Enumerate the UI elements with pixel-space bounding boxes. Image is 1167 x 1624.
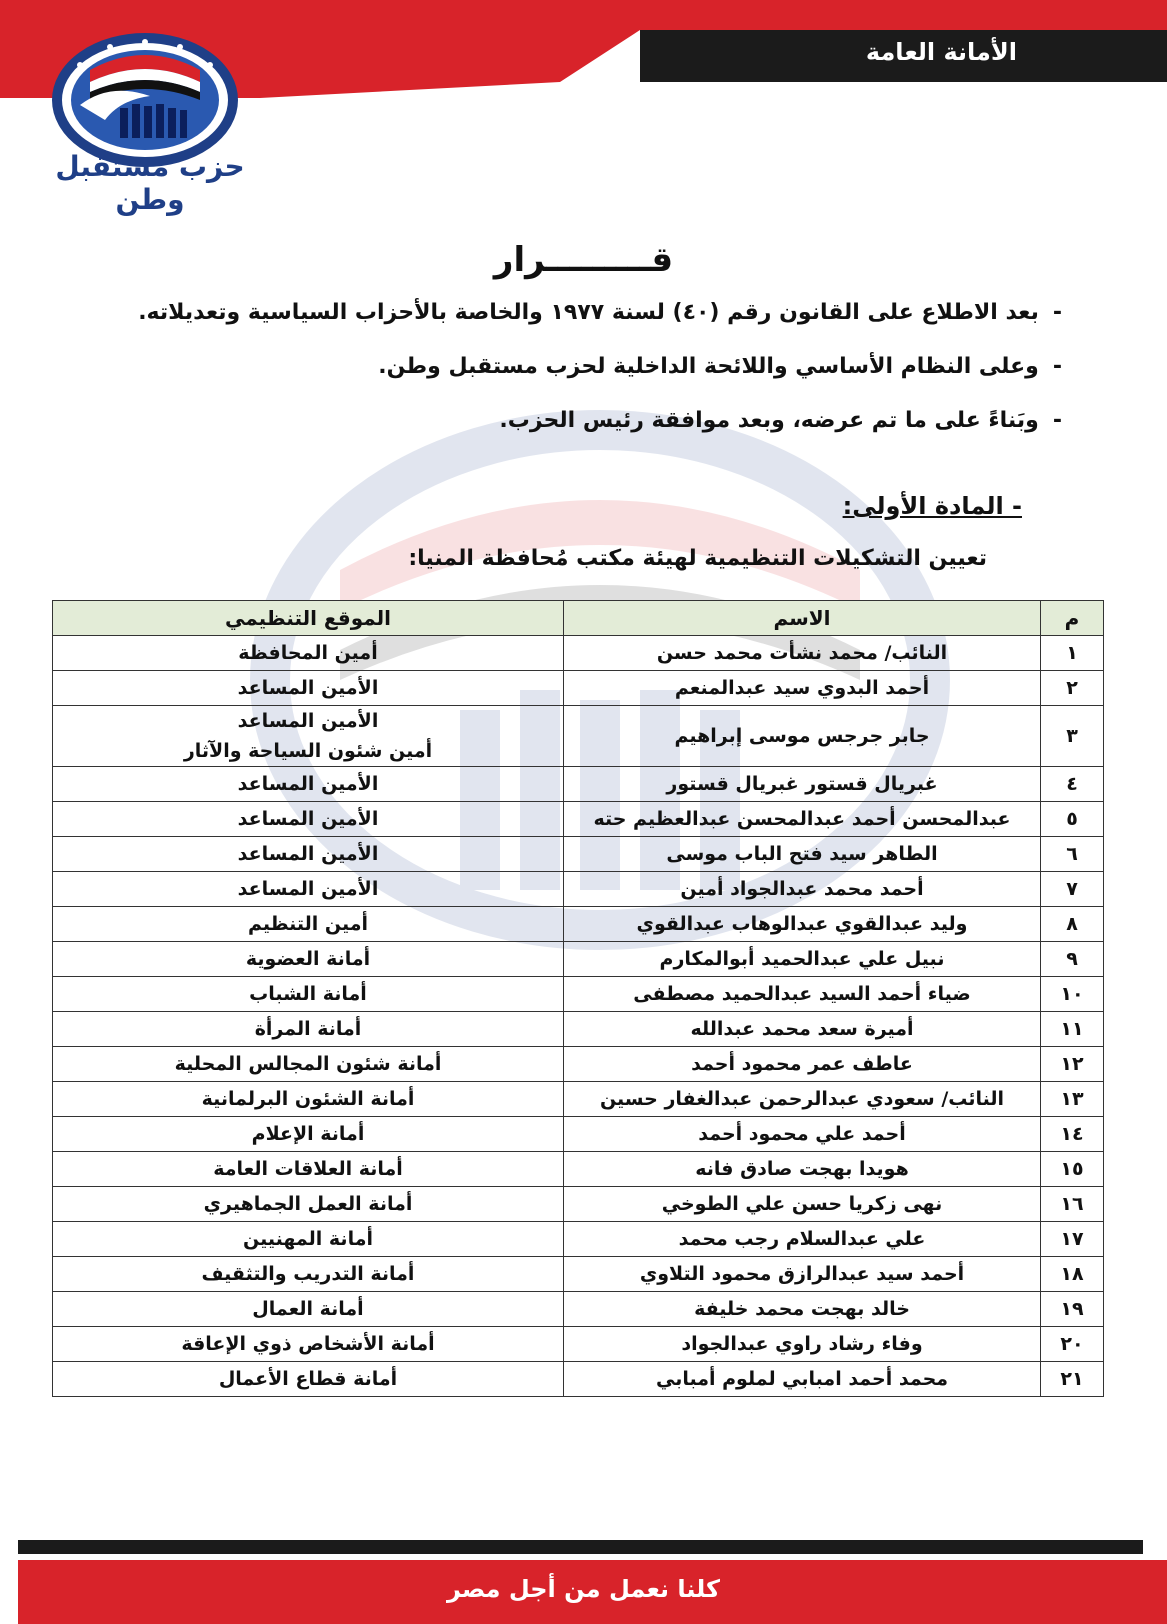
member-role: أمانة الشئون البرلمانية <box>53 1082 564 1117</box>
article-text: تعيين التشكيلات التنظيمية لهيئة مكتب مُحافظة المنيا: <box>408 546 987 571</box>
member-role <box>53 706 564 767</box>
table-header-row <box>53 601 1104 636</box>
row-number: ٧ <box>1041 872 1104 907</box>
table-row <box>53 1362 1104 1397</box>
member-name: وليد عبدالقوي عبدالوهاب عبدالقوي <box>564 907 1041 942</box>
row-number: ٦ <box>1041 837 1104 872</box>
row-number: ٨ <box>1041 907 1104 942</box>
member-name: أميرة سعد محمد عبدالله <box>564 1012 1041 1047</box>
table-row <box>53 1222 1104 1257</box>
table-row <box>53 767 1104 802</box>
intro-line: -وبَناءً على ما تم عرضه، وبعد موافقة رئيس الحزب. <box>499 408 1062 433</box>
row-number: ٢١ <box>1041 1362 1104 1397</box>
member-name: عاطف عمر محمود أحمد <box>564 1047 1041 1082</box>
member-name: أحمد محمد عبدالجواد أمين <box>564 872 1041 907</box>
member-name: خالد بهجت محمد خليفة <box>564 1292 1041 1327</box>
member-name: النائب/ سعودي عبدالرحمن عبدالغفار حسين <box>564 1082 1041 1117</box>
table-row <box>53 872 1104 907</box>
row-number: ١٩ <box>1041 1292 1104 1327</box>
row-number: ٢٠ <box>1041 1327 1104 1362</box>
member-role: الأمين المساعد <box>53 872 564 907</box>
member-role: أمانة شئون المجالس المحلية <box>53 1047 564 1082</box>
member-name: جابر جرجس موسى إبراهيم <box>564 706 1041 767</box>
row-number: ١٦ <box>1041 1187 1104 1222</box>
table-row <box>53 1292 1104 1327</box>
article-heading: - المادة الأولى: <box>842 492 1022 520</box>
row-number: ١٤ <box>1041 1117 1104 1152</box>
member-name: محمد أحمد امبابي لملوم أمبابي <box>564 1362 1041 1397</box>
member-role: أمانة العمل الجماهيري <box>53 1187 564 1222</box>
member-role: أمانة المرأة <box>53 1012 564 1047</box>
decree-title: قـــــــــرار <box>493 240 674 280</box>
member-role: أمانة المهنيين <box>53 1222 564 1257</box>
member-name: نهى زكريا حسن علي الطوخي <box>564 1187 1041 1222</box>
table-row <box>53 671 1104 706</box>
member-name: وفاء رشاد راوي عبدالجواد <box>564 1327 1041 1362</box>
column-header-role: الموقع التنظيمي <box>53 601 564 636</box>
member-name: غبريال قستور غبريال قستور <box>564 767 1041 802</box>
member-role: أمانة الشباب <box>53 977 564 1012</box>
column-header-name: الاسم <box>564 601 1041 636</box>
member-role: أمانة الأشخاص ذوي الإعاقة <box>53 1327 564 1362</box>
row-number: ١٥ <box>1041 1152 1104 1187</box>
table-row <box>53 1327 1104 1362</box>
member-role: الأمين المساعد <box>53 671 564 706</box>
member-name: أحمد علي محمود أحمد <box>564 1117 1041 1152</box>
members-table <box>52 600 1104 1397</box>
member-role: أمين التنظيم <box>53 907 564 942</box>
member-role: أمانة التدريب والتثقيف <box>53 1257 564 1292</box>
column-header-num: م <box>1041 601 1104 636</box>
member-role: أمانة العمال <box>53 1292 564 1327</box>
member-name: عبدالمحسن أحمد عبدالمحسن عبدالعظيم حته <box>564 802 1041 837</box>
table-row <box>53 1152 1104 1187</box>
table-row <box>53 977 1104 1012</box>
table-row <box>53 1047 1104 1082</box>
table-row <box>53 1082 1104 1117</box>
member-role: أمانة الإعلام <box>53 1117 564 1152</box>
table-row <box>53 837 1104 872</box>
member-name: أحمد البدوي سيد عبدالمنعم <box>564 671 1041 706</box>
table-row <box>53 1012 1104 1047</box>
row-number: ١٣ <box>1041 1082 1104 1117</box>
intro-line: -وعلى النظام الأساسي واللائحة الداخلية لحزب مستقبل وطن. <box>378 354 1062 379</box>
table-row <box>53 942 1104 977</box>
row-number: ١٨ <box>1041 1257 1104 1292</box>
member-name: الطاهر سيد فتح الباب موسى <box>564 837 1041 872</box>
member-name: ضياء أحمد السيد عبدالحميد مصطفى <box>564 977 1041 1012</box>
table-row <box>53 636 1104 671</box>
member-role: الأمين المساعد <box>53 767 564 802</box>
row-number: ١٠ <box>1041 977 1104 1012</box>
header-title: الأمانة العامة <box>865 38 1017 66</box>
table-row <box>53 1187 1104 1222</box>
footer-slogan: كلنا نعمل من أجل مصر <box>447 1575 720 1603</box>
row-number: ٥ <box>1041 802 1104 837</box>
member-name: أحمد سيد عبدالرازق محمود التلاوي <box>564 1257 1041 1292</box>
row-number: ١٢ <box>1041 1047 1104 1082</box>
row-number: ١١ <box>1041 1012 1104 1047</box>
row-number: ٣ <box>1041 706 1104 767</box>
member-role: أمانة العضوية <box>53 942 564 977</box>
table-row <box>53 1117 1104 1152</box>
member-role: أمانة قطاع الأعمال <box>53 1362 564 1397</box>
logo-text: حزب مستقبل وطن <box>55 150 245 216</box>
table-row <box>53 706 1104 767</box>
member-name: هويدا بهجت صادق فانه <box>564 1152 1041 1187</box>
member-role: أمين المحافظة <box>53 636 564 671</box>
member-name: علي عبدالسلام رجب محمد <box>564 1222 1041 1257</box>
member-name: نبيل علي عبدالحميد أبوالمكارم <box>564 942 1041 977</box>
member-role-line: أمين شئون السياحة والآثار <box>183 740 433 762</box>
table-row <box>53 802 1104 837</box>
row-number: ١ <box>1041 636 1104 671</box>
intro-line: -بعد الاطلاع على القانون رقم (٤٠) لسنة ١٩٧٧ والخاصة بالأحزاب السياسية وتعديلاته. <box>138 300 1062 325</box>
member-role: أمانة العلاقات العامة <box>53 1152 564 1187</box>
table-row <box>53 1257 1104 1292</box>
member-name: النائب/ محمد نشأت محمد حسن <box>564 636 1041 671</box>
member-role: الأمين المساعد <box>53 837 564 872</box>
row-number: ٢ <box>1041 671 1104 706</box>
table-row <box>53 907 1104 942</box>
row-number: ١٧ <box>1041 1222 1104 1257</box>
row-number: ٤ <box>1041 767 1104 802</box>
row-number: ٩ <box>1041 942 1104 977</box>
footer-divider <box>18 1540 1143 1554</box>
member-role-line: الأمين المساعد <box>237 710 379 732</box>
member-role: الأمين المساعد <box>53 802 564 837</box>
